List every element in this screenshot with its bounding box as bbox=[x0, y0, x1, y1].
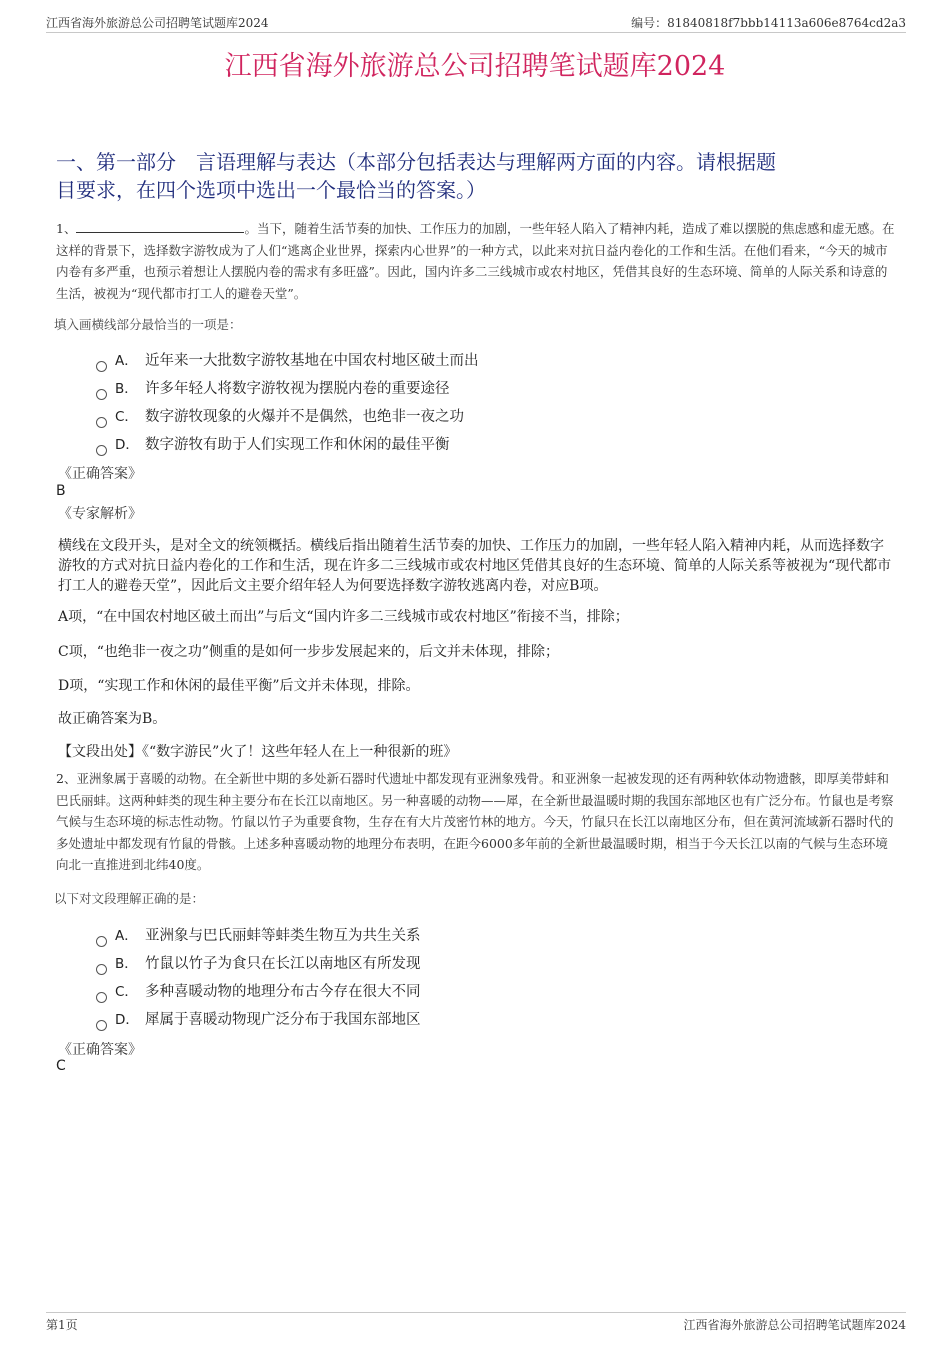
section-heading-line-1: 一、第一部分 言语理解与表达（本部分包括表达与理解两方面的内容。请根据题 bbox=[56, 150, 776, 174]
radio-icon[interactable] bbox=[96, 361, 107, 372]
question-1-prompt: 填入画横线部分最恰当的一项是： bbox=[54, 317, 242, 332]
section-heading-line-2: 目要求，在四个选项中选出一个最恰当的答案。） bbox=[56, 178, 486, 202]
question-1-body: 。当下，随着生活节奏的加快、工作压力的加剧，一些年轻人陷入了精神内耗，造成了难以摆脱的焦虑感和虚无感。在这样的背景下，选择数字游牧成为了人们“逃离企业世界，探索内心世界”的一种方式，以此来对抗日益内卷化的工作和生活。在他们看来，“今天的城市内卷有多严重，也预示着想让人摆脱内卷的需求有多旺盛”。因此，国内许多二三线城市或农村地区，凭借其良好的生态环境、简单的人际关系和诗意的生活，被视为“现代都市打工人的避卷天堂”。 bbox=[56, 221, 895, 301]
option-b[interactable]: B． 许多年轻人将数字游牧视为摆脱内卷的重要途径 bbox=[96, 377, 479, 405]
header-doc-id: 编号：81840818f7bbb14113a606e8764cd2a3 bbox=[631, 16, 906, 30]
footer-doc-name: 江西省海外旅游总公司招聘笔试题库2024 bbox=[683, 1318, 906, 1332]
question-1-options bbox=[96, 349, 479, 461]
page-footer bbox=[46, 1312, 906, 1333]
radio-icon[interactable] bbox=[96, 992, 107, 1003]
document-title: 江西省海外旅游总公司招聘笔试题库2024 bbox=[224, 51, 726, 82]
radio-icon[interactable] bbox=[96, 964, 107, 975]
question-2-text: 2、亚洲象属于喜暖的动物。在全新世中期的多处新石器时代遗址中都发现有亚洲象残骨。和亚洲象一起被发现的还有两种软体动物遗骸，即厚美带蚌和巴氏丽蚌。这两种蚌类的现生种主要分布在长江以南地区。另一种喜暖的动物——犀，在全新世最温暖时期的我国东部地区也有广泛分布。竹鼠也是考察气候与生态环境的标志性动物。竹鼠以竹子为重要食物，生存在有大片茂密竹林的地方。今天，竹鼠只在长江以南地区分布，但在黄河流域新石器时代的多处遗址中都发现有竹鼠的骨骸。上述多种喜暖动物的地理分布表明，在距今6000多年前的全新世最温暖时期，相当于今天长江以南的气候与生态环境向北一直推进到北纬40度。 bbox=[56, 771, 894, 872]
section-heading bbox=[56, 148, 896, 204]
option-d[interactable]: D． 犀属于喜暖动物现广泛分布于我国东部地区 bbox=[96, 1008, 421, 1036]
radio-icon[interactable] bbox=[96, 389, 107, 400]
option-c[interactable]: C． 数字游牧现象的火爆并不是偶然，也绝非一夜之功 bbox=[96, 405, 479, 433]
analysis-conclusion: 故正确答案为B。 bbox=[58, 711, 167, 727]
fill-in-blank bbox=[76, 219, 244, 233]
radio-icon[interactable] bbox=[96, 1020, 107, 1031]
question-1-text bbox=[56, 218, 898, 304]
answer-label: 《正确答案》 bbox=[58, 466, 142, 482]
radio-icon[interactable] bbox=[96, 417, 107, 428]
question-1-number: 1、 bbox=[56, 221, 77, 236]
option-d[interactable]: D． 数字游牧有助于人们实现工作和休闲的最佳平衡 bbox=[96, 433, 479, 461]
question-2-prompt: 以下对文段理解正确的是： bbox=[54, 891, 205, 906]
question-2-options bbox=[96, 924, 421, 1036]
radio-icon[interactable] bbox=[96, 445, 107, 456]
radio-icon[interactable] bbox=[96, 936, 107, 947]
answer-value: C bbox=[56, 1058, 66, 1074]
option-b[interactable]: B． 竹鼠以竹子为食只在长江以南地区有所发现 bbox=[96, 952, 421, 980]
header-doc-name: 江西省海外旅游总公司招聘笔试题库2024 bbox=[46, 16, 269, 30]
analysis-option-d: D项，“实现工作和休闲的最佳平衡”后文并未体现，排除。 bbox=[58, 678, 420, 694]
analysis-option-c: C项，“也绝非一夜之功”侧重的是如何一步步发展起来的，后文并未体现，排除； bbox=[58, 644, 560, 660]
passage-source: 【文段出处】《“数字游民”火了！这些年轻人在上一种很新的班》 bbox=[58, 744, 458, 760]
answer-value: B bbox=[56, 483, 66, 499]
option-a[interactable]: A． 亚洲象与巴氏丽蚌等蚌类生物互为共生关系 bbox=[96, 924, 421, 952]
analysis-option-a: A项，“在中国农村地区破土而出”与后文“国内许多二三线城市或农村地区”衔接不当，排除； bbox=[58, 609, 629, 625]
answer-label: 《正确答案》 bbox=[58, 1042, 142, 1058]
analysis-text: 横线在文段开头，是对全文的统领概括。横线后指出随着生活节奏的加快、工作压力的加剧，一些年轻人陷入精神内耗，从而选择数字游牧的方式对抗日益内卷化的工作和生活，现在许多二三线城市或农村地区凭借其良好的生态环境、简单的人际关系等被视为“现代都市打工人的避卷天堂”，因此后文主要介绍年轻人为何要选择数字游牧逃离内卷，对应B项。 bbox=[58, 538, 892, 594]
option-a[interactable]: A． 近年来一大批数字游牧基地在中国农村地区破土而出 bbox=[96, 349, 479, 377]
page-header bbox=[46, 14, 906, 33]
analysis-label: 《专家解析》 bbox=[58, 506, 142, 522]
option-c[interactable]: C． 多种喜暖动物的地理分布古今存在很大不同 bbox=[96, 980, 421, 1008]
page-number: 第1页 bbox=[46, 1318, 78, 1332]
